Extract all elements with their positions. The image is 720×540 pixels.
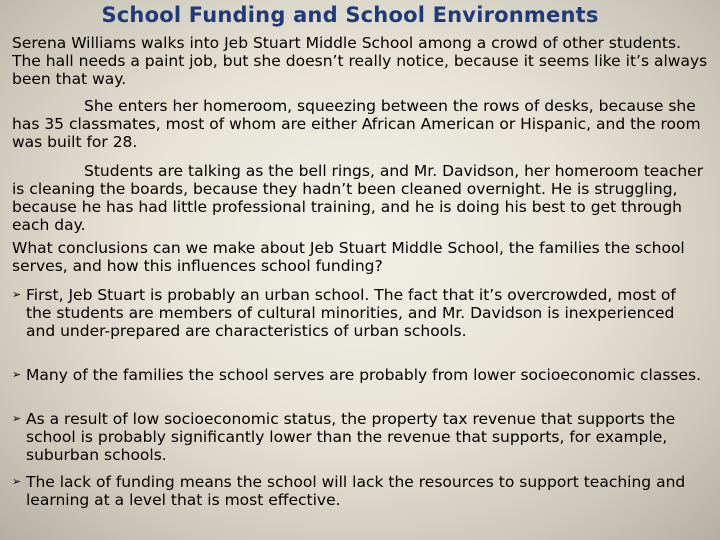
arrow-right-icon: ➢	[12, 412, 22, 425]
arrow-right-icon: ➢	[12, 288, 22, 301]
paragraph-homeroom: She enters her homeroom, squeezing between the rows of desks, because she has 35 classmates, most of whom are either African American or Hispanic, and the room was built for 28.	[12, 97, 701, 151]
bullet-text: Many of the families the school serves are probably from lower socioeconomic classes.	[26, 366, 702, 384]
bullet-item-1	[12, 286, 702, 340]
arrow-right-icon: ➢	[12, 475, 22, 488]
bullet-text: As a result of low socioeconomic status, the property tax revenue that supports the school is probably significantly lower than the revenue that supports, for example, suburban schools.	[26, 410, 676, 464]
bullet-text: First, Jeb Stuart is probably an urban school. The fact that it’s overcrowded, most of the students are members of cultural minorities, and Mr. Davidson is inexperienced and under-prepared are characteristics of urban schools.	[26, 286, 676, 340]
bullet-text: The lack of funding means the school will lack the resources to support teaching and learning at a level that is most effective.	[26, 473, 686, 509]
paragraph-intro: Serena Williams walks into Jeb Stuart Middle School among a crowd of other students. The hall needs a paint job, but she doesn’t really notice, because it seems like it’s always been that way.	[12, 34, 708, 88]
paragraph-teacher: Students are talking as the bell rings, and Mr. Davidson, her homeroom teacher is cleaning the boards, because they hadn’t been cleaned overnight. He is struggling, because he has had little professional training, and he is doing his best to get through each day.	[12, 162, 704, 234]
bullet-item-3	[12, 410, 702, 464]
bullet-item-2	[12, 366, 702, 384]
slide-title: School Funding and School Environments	[101, 3, 599, 27]
question-text: What conclusions can we make about Jeb Stuart Middle School, the families the school serves, and how this influences school funding?	[12, 239, 685, 275]
bullet-item-4	[12, 473, 702, 509]
arrow-right-icon: ➢	[12, 368, 22, 381]
